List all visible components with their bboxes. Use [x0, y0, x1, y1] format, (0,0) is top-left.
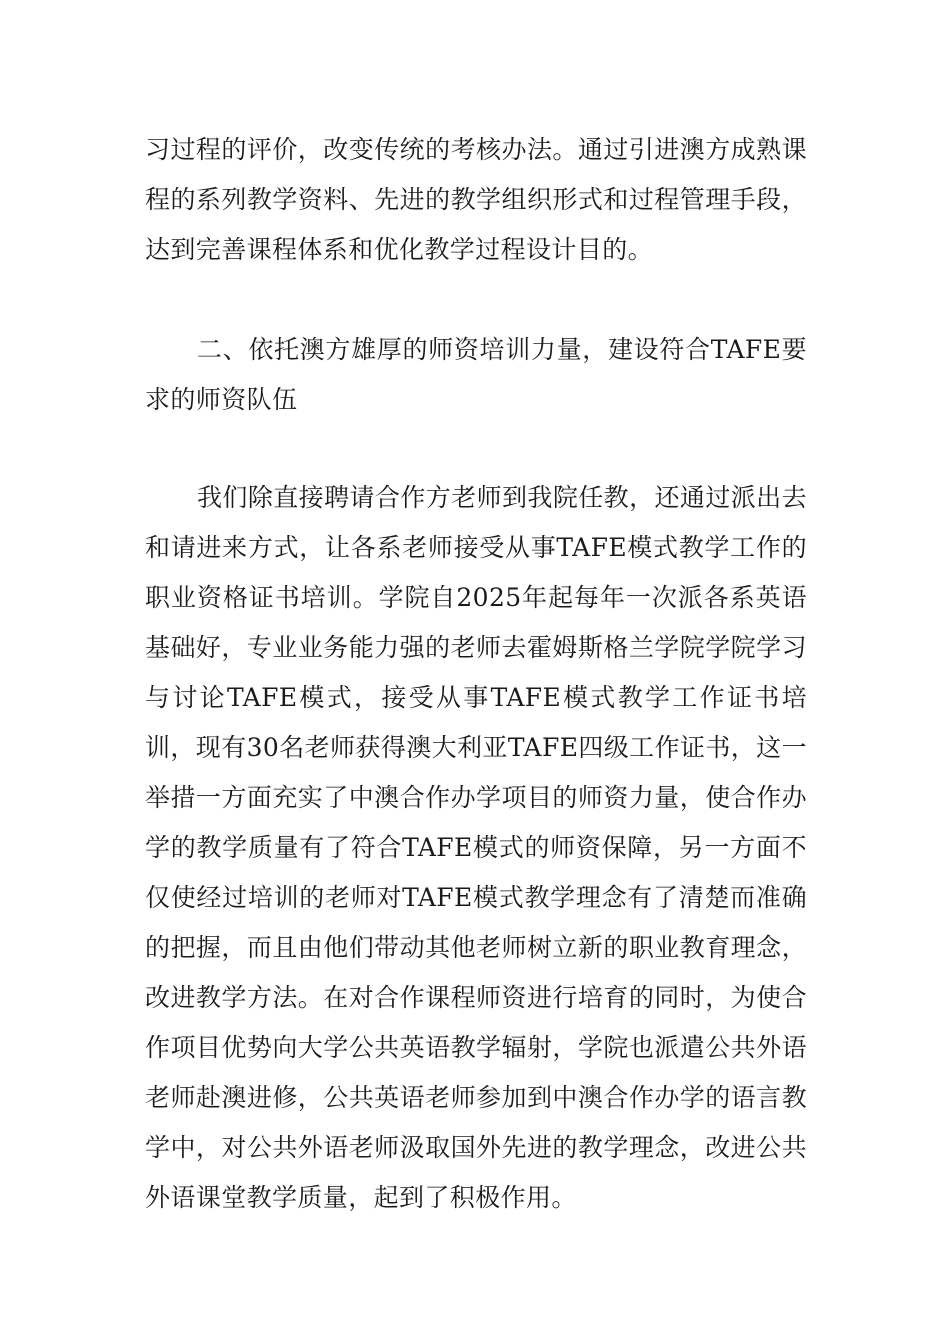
section-heading: 二、依托澳方雄厚的师资培训力量，建设符合TAFE要求的师资队伍: [145, 335, 807, 414]
paragraph-continuation: 习过程的评价，改变传统的考核办法。通过引进澳方成熟课程的系列教学资料、先进的教学组织形式和过程管理手段，达到完善课程体系和优化教学过程设计目的。: [145, 135, 807, 264]
paragraph-body: 我们除直接聘请合作方老师到我院任教，还通过派出去和请进来方式，让各系老师接受从事TAFE模式教学工作的职业资格证书培训。学院自2025年起每年一次派各系英语基础好，专业业务能力强的老师去霍姆斯格兰学院学院学习与讨论TAFE模式，接受从事TAFE模式教学工作证书培训，现有30名老师获得澳大利亚TAFE四级工作证书，这一举措一方面充实了中澳合作办学项目的师资力量，使合作办学的教学质量有了符合TAFE模式的师资保障，另一方面不仅使经过培训的老师对TAFE模式教学理念有了清楚而准确的把握，而且由他们带动其他老师树立新的职业教育理念，改进教学方法。在对合作课程师资进行培育的同时，为使合作项目优势向大学公共英语教学辐射，学院也派遣公共外语老师赴澳进修，公共英语老师参加到中澳合作办学的语言教学中，对公共外语老师汲取国外先进的教学理念，改进公共外语课堂教学质量，起到了积极作用。: [145, 483, 807, 1212]
document-page: [145, 125, 807, 1223]
